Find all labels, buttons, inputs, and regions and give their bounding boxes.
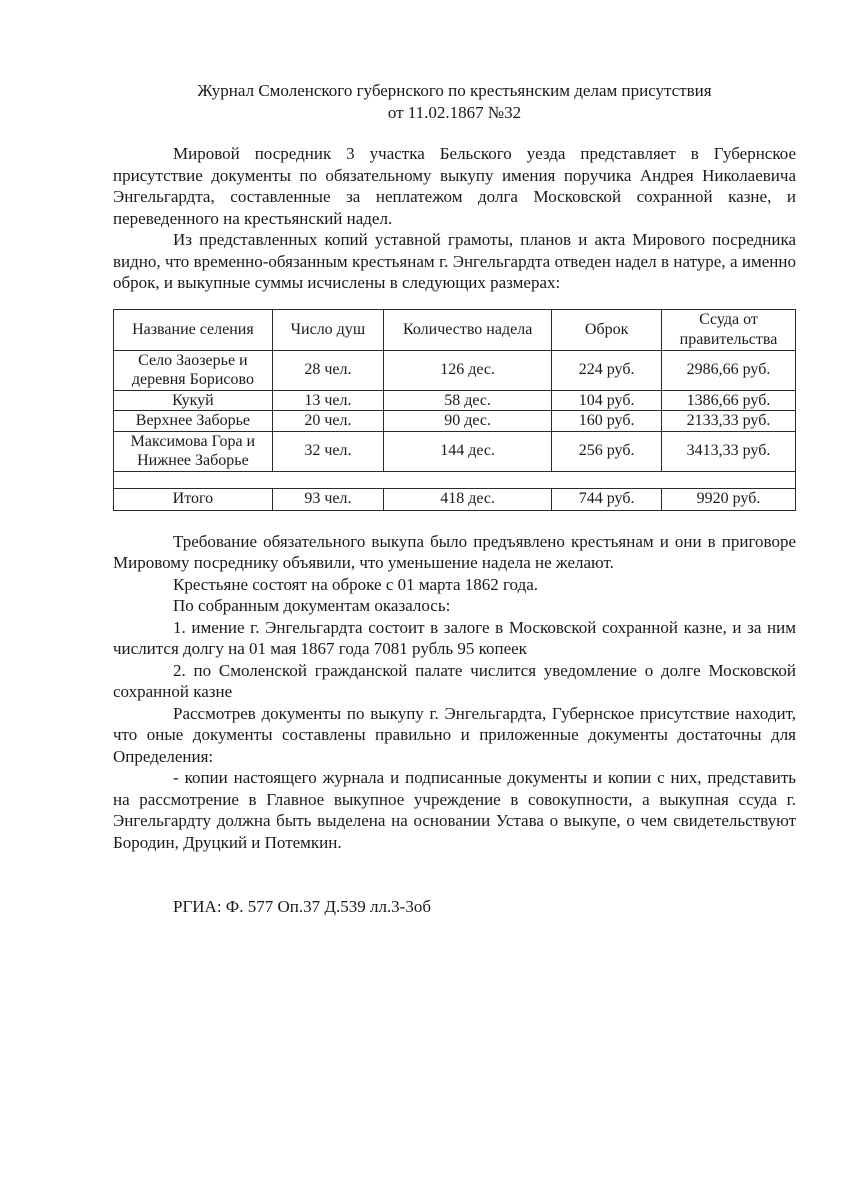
total-souls: 93 чел.: [272, 488, 383, 510]
body-paragraph-5: 2. по Смоленской гражданской палате числится уведомление о долге Московской сохранной казне: [113, 660, 796, 701]
total-loan: 9920 руб.: [661, 488, 795, 510]
land-allotment-table: [113, 309, 796, 511]
archive-source-reference: РГИА: Ф. 577 Оп.37 Д.539 лл.3-3об: [173, 897, 431, 916]
cell-loan: 3413,33 руб.: [661, 431, 795, 471]
document-title: [113, 80, 796, 123]
cell-souls: 20 чел.: [272, 411, 383, 432]
cell-village: Максимова Гора и Нижнее Заборье: [114, 431, 273, 471]
body-paragraph-7: - копии настоящего журнала и подписанные документы и копии с них, представить на рассмотрение в Главное выкупное учреждение в совокупности, а выкупная ссуда г. Энгельгардту должна быть выделена на основании Устава о выкупе, о чем свидетельствуют Бородин, Друцкий и Потемкин.: [113, 768, 796, 852]
cell-village: Верхнее Заборье: [114, 411, 273, 432]
table-empty-row: [114, 471, 796, 488]
cell-land: 144 дес.: [384, 431, 552, 471]
table-row: [114, 431, 796, 471]
cell-loan: 2133,33 руб.: [661, 411, 795, 432]
cell-land: 126 дес.: [384, 350, 552, 390]
cell-village: Село Заозерье и деревня Борисово: [114, 350, 273, 390]
cell-land: 58 дес.: [384, 390, 552, 411]
body-paragraph-6: Рассмотрев документы по выкупу г. Энгельгардта, Губернское присутствие находит, что оные документы составлены правильно и приложенные документы достаточны для Определения:: [113, 703, 796, 766]
body-paragraph-4: 1. имение г. Энгельгардта состоит в залоге в Московской сохранной казне, и за ним числится долгу на 01 мая 1867 года 7081 рубль 95 копеек: [113, 617, 796, 658]
header-village: Название селения: [114, 309, 273, 350]
header-obrok: Оброк: [552, 309, 662, 350]
cell-village: Кукуй: [114, 390, 273, 411]
cell-souls: 32 чел.: [272, 431, 383, 471]
body-paragraph-1: Требование обязательного выкупа было предъявлено крестьянам и они в приговоре Мировому посреднику объявили, что уменьшение надела не желают.: [113, 531, 796, 572]
document-page: [113, 80, 796, 918]
table-row: [114, 350, 796, 390]
table-header-row: [114, 309, 796, 350]
cell-souls: 13 чел.: [272, 390, 383, 411]
cell-loan: 2986,66 руб.: [661, 350, 795, 390]
empty-cell: [114, 471, 796, 488]
table-total-row: [114, 488, 796, 510]
header-loan: Ссуда от правительства: [661, 309, 795, 350]
body-paragraph-3: По собранным документам оказалось:: [173, 596, 451, 615]
total-land: 418 дес.: [384, 488, 552, 510]
cell-obrok: 160 руб.: [552, 411, 662, 432]
cell-loan: 1386,66 руб.: [661, 390, 795, 411]
cell-obrok: 104 руб.: [552, 390, 662, 411]
intro-paragraph-1: Мировой посредник 3 участка Бельского уезда представляет в Губернское присутствие документы по обязательному выкупу имения поручика Андрея Николаевича Энгельгардта, составленные за неплатежом долга Московской сохранной казне, и переведенного на крестьянский надел.: [113, 144, 796, 228]
cell-obrok: 224 руб.: [552, 350, 662, 390]
total-obrok: 744 руб.: [552, 488, 662, 510]
cell-land: 90 дес.: [384, 411, 552, 432]
table-row: [114, 411, 796, 432]
total-village: Итого: [114, 488, 273, 510]
table-row: [114, 390, 796, 411]
header-land: Количество надела: [384, 309, 552, 350]
body-paragraph-2: Крестьяне состоят на оброке с 01 марта 1862 года.: [173, 574, 539, 594]
header-souls: Число душ: [272, 309, 383, 350]
intro-paragraph-2: Из представленных копий уставной грамоты, планов и акта Мирового посредника видно, что временно-обязанным крестьянам г. Энгельгардта отведен надел в натуре, а именно оброк, и выкупные суммы исчислены в следующих размерах:: [113, 230, 796, 292]
title-line-2: от 11.02.1867 №32: [387, 102, 522, 122]
title-line-1: Журнал Смоленского губернского по крестьянским делам присутствия: [197, 81, 712, 100]
cell-obrok: 256 руб.: [552, 431, 662, 471]
cell-souls: 28 чел.: [272, 350, 383, 390]
